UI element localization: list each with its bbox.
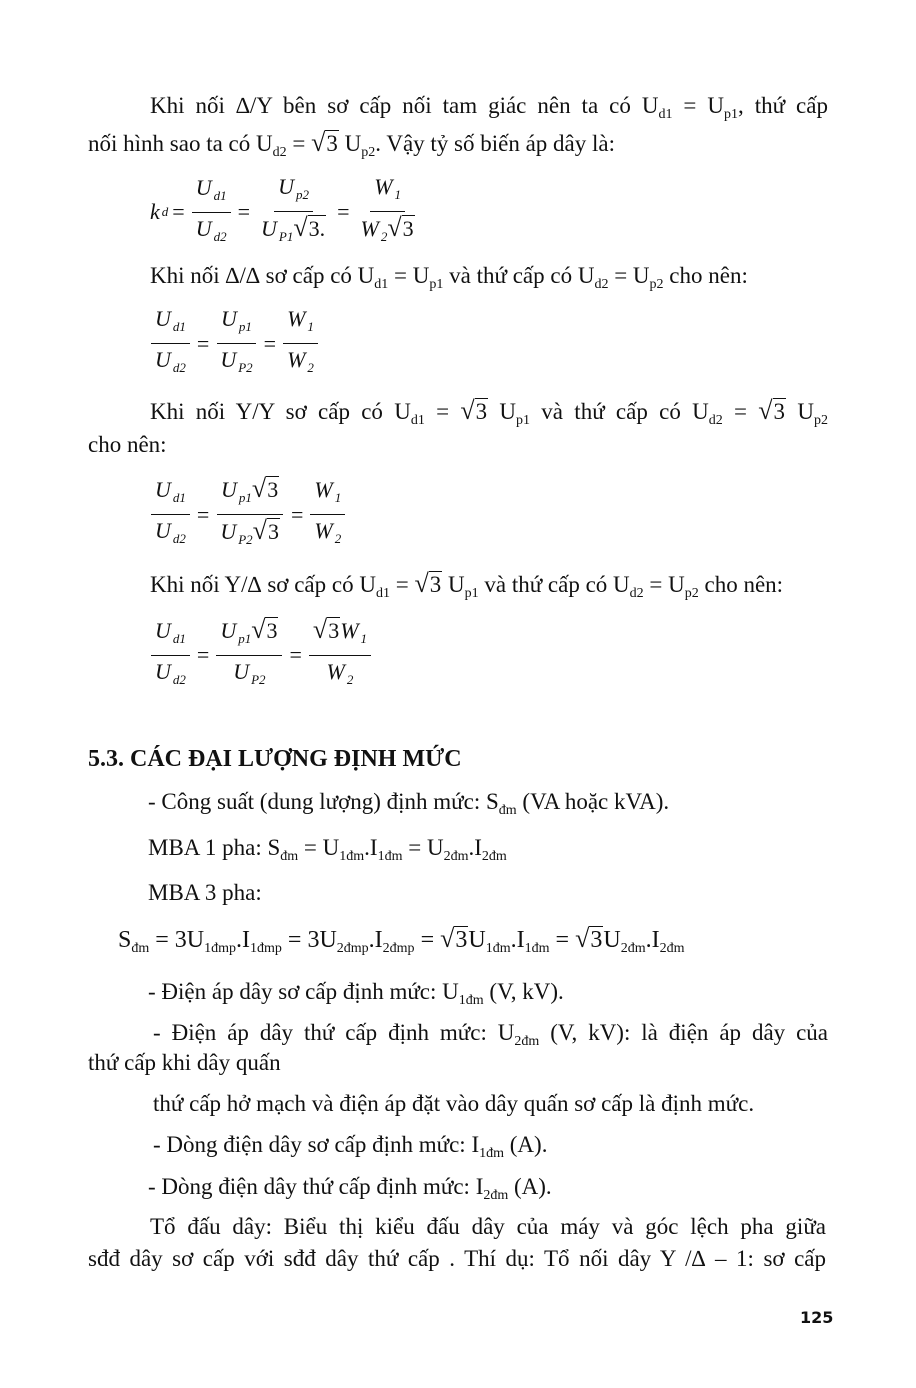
section-heading: 5.3. CÁC ĐẠI LƯỢNG ĐỊNH MỨC xyxy=(88,746,462,772)
u1-rated-line: - Điện áp dây sơ cấp định mức: $U_{1đm}$ (V, kV). xyxy=(148,979,564,1008)
mba1-line: MBA 1 pha: $S_{đm} = U_{1đm}.I_{1đm} = U_{2đm}.I_{2đm}$ xyxy=(148,835,507,864)
u2-rated-line3: thứ cấp hở mạch và điện áp đặt vào dây quấn sơ cấp là định mức. xyxy=(153,1091,755,1116)
to-dau-day-line2: sđđ dây sơ cấp với sđđ dây thứ cấp . Thí dụ: Tổ nối dây Y /∆ – 1: sơ cấp xyxy=(88,1246,826,1271)
u2-rated-line2: thứ cấp khi dây quấn xyxy=(88,1050,281,1075)
formula-delta-delta: $\frac{U _{d1}}{U _{d2}}$ = $\frac{U _{p1}}{U _{P2}}$ = $\frac{W _1}{W _2}$ xyxy=(148,306,321,381)
i1-rated-line: - Dòng điện dây sơ cấp định mức: $I_{1đm}$ (A). xyxy=(153,1132,548,1161)
paragraph-y-y-line1: Khi nối Y/Y sơ cấp có $U_{d1} = √3$ $U_{p1}$ và thứ cấp có $U_{d2} = √3$ $U_{p2}$ xyxy=(150,396,828,428)
to-dau-day-line1: Tổ đấu dây: Biểu thị kiểu đấu dây của máy và góc lệch pha giữa xyxy=(150,1214,826,1239)
paragraph-delta-delta: Khi nối ∆/∆ sơ cấp có $U_{d1} = U_{p1}$ và thứ cấp có $U_{d2} = U_{p2}$ cho nên: xyxy=(150,263,748,292)
paragraph-y-y-line2: cho nên: xyxy=(88,432,167,457)
u2-rated-line1: - Điện áp dây thứ cấp định mức: $U_{2đm}$ (V, kV): là điện áp dây của xyxy=(153,1020,829,1049)
formula-kd-delta-y: k d = $\frac{U _{d1}}{U _{d2}}$ = $\frac{U _{p2}}{U _{P1}√3.}$ = $\frac{W _1}{W _2√3}$ xyxy=(150,174,414,244)
rated-power-line: - Công suất (dung lượng) định mức: $S_{đm}$ (VA hoặc kVA). xyxy=(148,789,670,818)
formula-y-y: $\frac{U _{d1}}{U _{d2}}$ = $\frac{U _{p1}√3}{U _{P2}√3}$ = $\frac{W _1}{W _2}$ xyxy=(148,476,348,553)
mba3-label: MBA 3 pha: xyxy=(148,880,262,905)
page-number: 125 xyxy=(800,1308,834,1327)
formula-mba3: $S_{đm} = 3U_{1đmp}.I_{1đmp} = 3U_{2đmp}.I_{2đmp} = √3U_{1đm}.I_{1đm} = √3U_{2đm}.I_{2đm}$ xyxy=(118,924,685,956)
paragraph-delta-y-line2: nối hình sao ta có $U_{d2} = √3$ $U_{p2}$. Vậy tỷ số biến áp dây là: xyxy=(88,128,615,160)
i2-rated-line: - Dòng điện dây thứ cấp định mức: $I_{2đm}$ (A). xyxy=(148,1174,552,1203)
paragraph-delta-y-line1: Khi nối ∆/Y bên sơ cấp nối tam giác nên ta có $U_{d1} = U_{p1}$, thứ cấp xyxy=(150,93,828,122)
paragraph-y-delta: Khi nối Y/∆ sơ cấp có $U_{d1} = √3$ $U_{p1}$ và thứ cấp có $U_{d2} = U_{p2}$ cho nên: xyxy=(150,569,784,601)
formula-y-delta: $\frac{U _{d1}}{U _{d2}}$ = $\frac{U _{p1}√3}{U _{P2}}$ = $\frac{√3W _1}{W _2}$ xyxy=(148,617,374,693)
